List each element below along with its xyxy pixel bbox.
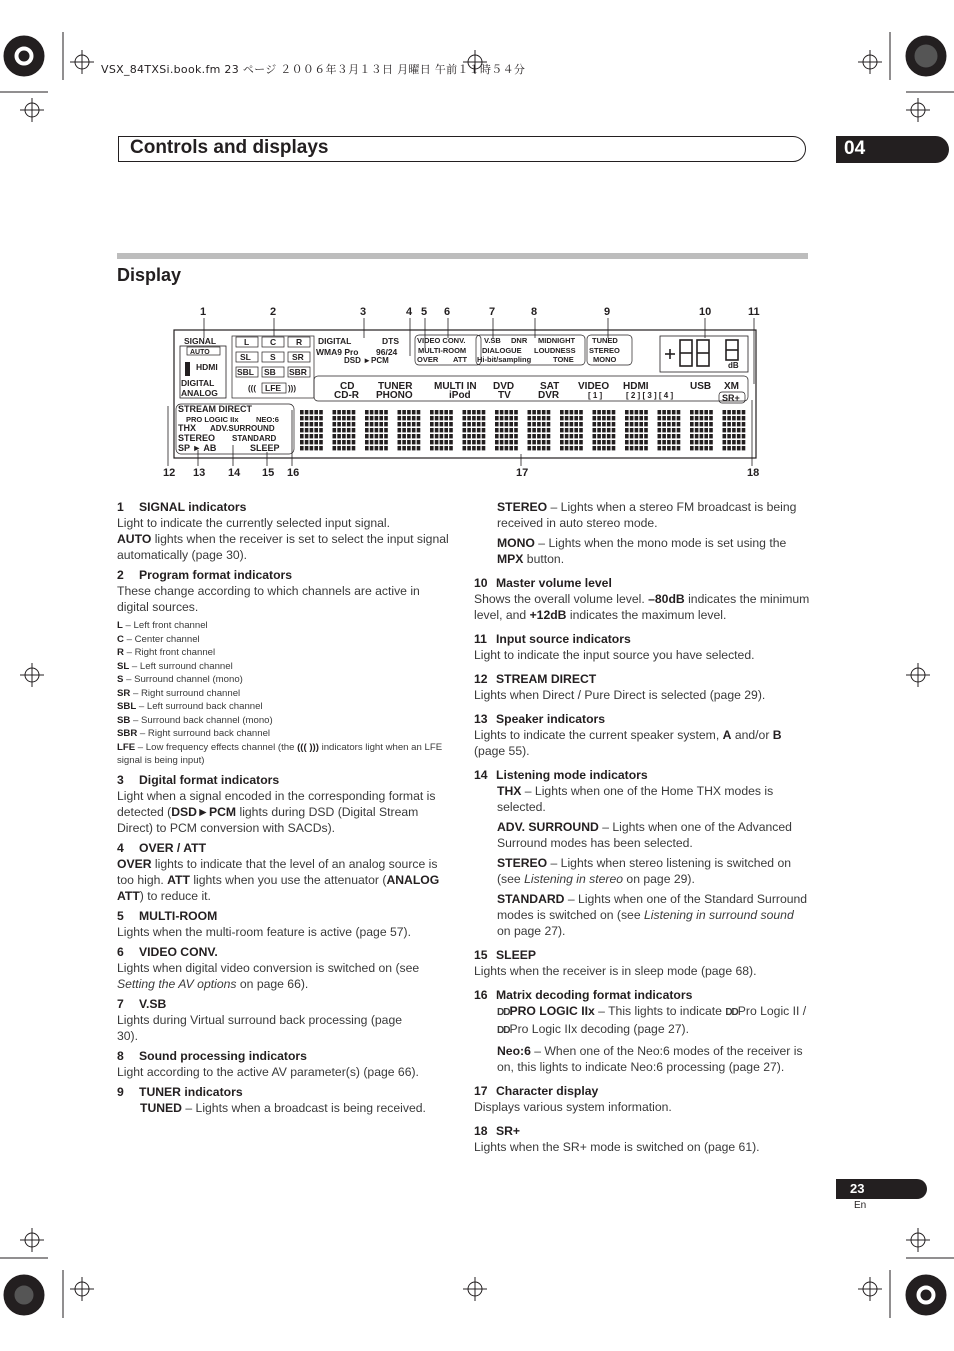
svg-text:SL: SL	[240, 352, 251, 362]
text-12: Lights when Direct / Pure Direct is selected (page 29).	[474, 688, 766, 702]
text-8: Light according to the active AV parameter(s) (page 66).	[117, 1064, 419, 1079]
svg-text:SAT: SAT	[540, 381, 560, 392]
text-neo: Neo:6 – When one of the Neo:6 modes of the receiver is on, this lights to indicate Neo:6 processing (page 27).	[497, 1044, 803, 1074]
svg-text:SP ► AB: SP ► AB	[178, 443, 217, 453]
char-cell	[658, 410, 681, 450]
page-number: 23	[836, 1179, 927, 1199]
svg-text:ANALOG: ANALOG	[181, 388, 218, 398]
callout-1: 1	[200, 306, 207, 318]
heading-6: 6 VIDEO CONV.	[117, 944, 218, 959]
svg-text:SB: SB	[264, 367, 276, 377]
callout-2: 2	[270, 306, 277, 318]
svg-text:THX: THX	[178, 423, 196, 433]
left-column	[117, 499, 453, 1116]
svg-text:XM: XM	[724, 381, 739, 392]
svg-text:MONO: MONO	[593, 355, 617, 364]
text-7: Lights during Virtual surround back processing (page 30).	[117, 1012, 402, 1043]
callout-10: 10	[699, 306, 712, 318]
text-9: TUNED – Lights when a broadcast is being received.	[140, 1100, 426, 1115]
svg-text:96/24: 96/24	[376, 347, 398, 357]
char-cell	[365, 410, 388, 450]
svg-text:STANDARD: STANDARD	[232, 434, 277, 443]
svg-text:S: S	[270, 352, 276, 362]
char-cell	[463, 410, 486, 450]
svg-text:SBR: SBR	[289, 367, 307, 377]
chapter-title: Controls and displays	[130, 137, 329, 158]
callout-4: 4	[406, 306, 413, 318]
callout-14: 14	[228, 467, 241, 479]
heading-3: 3 Digital format indicators	[117, 772, 280, 787]
chapter-number: 04	[836, 136, 949, 163]
svg-text:STEREO: STEREO	[589, 346, 620, 355]
heading-9: 9 TUNER indicators	[117, 1084, 243, 1099]
text-standard: STANDARD – Lights when one of the Standard Surround modes is switched on (see Listening in surround sound on page 27).	[497, 892, 808, 938]
heading-16: 16 Matrix decoding format indicators	[474, 988, 693, 1002]
text-17: Displays various system information.	[474, 1100, 672, 1114]
char-cell	[333, 410, 356, 450]
list-item: SR – Right surround channel	[117, 687, 241, 699]
list-item: SB – Surround back channel (mono)	[117, 714, 273, 726]
text-stereo: STEREO – Lights when a stereo FM broadcast is being received in auto stereo mode.	[497, 500, 797, 530]
svg-text:CD-R: CD-R	[334, 390, 359, 401]
svg-text:DIGITAL: DIGITAL	[318, 336, 352, 346]
text-18: Lights when the SR+ mode is switched on (page 61).	[474, 1140, 760, 1154]
text-15: Lights when the receiver is in sleep mode (page 68).	[474, 964, 757, 978]
svg-text:SIGNAL: SIGNAL	[184, 336, 217, 346]
callout-7: 7	[489, 306, 496, 318]
svg-text:VIDEO CONV.: VIDEO CONV.	[417, 336, 466, 345]
heading-11: 11 Input source indicators	[474, 632, 631, 646]
svg-text:[ 2 ] [ 3 ] [ 4 ]: [ 2 ] [ 3 ] [ 4 ]	[626, 391, 674, 400]
svg-text:L: L	[244, 337, 250, 347]
heading-18: 18 SR+	[474, 1124, 521, 1138]
text-6: Lights when digital video conversion is switched on (see Setting the AV options on page 66).	[117, 960, 420, 991]
char-cell	[398, 410, 421, 450]
list-item: SBR – Right surround back channel	[117, 728, 271, 739]
svg-text:OVER: OVER	[417, 355, 439, 364]
text-prologic: DDPRO LOGIC IIx – This lights to indicate DDPro Logic II / DDPro Logic IIx decoding (page 27).	[497, 1004, 807, 1036]
list-item: SBL – Left surround back channel	[117, 701, 263, 712]
svg-text:SBL: SBL	[237, 367, 254, 377]
text-mono: MONO – Lights when the mono mode is set using the MPX button.	[497, 536, 787, 566]
callout-18: 18	[747, 467, 760, 479]
text-5: Lights when the multi-room feature is active (page 57).	[117, 924, 411, 939]
svg-text:DIGITAL: DIGITAL	[181, 378, 215, 388]
svg-text:DVD: DVD	[493, 381, 515, 392]
list-item: R – Right front channel	[117, 647, 216, 658]
svg-text:CD: CD	[340, 381, 355, 392]
svg-text:USB: USB	[690, 381, 712, 392]
heading-7: 7 V.SB	[117, 996, 167, 1011]
svg-text:DNR: DNR	[511, 336, 528, 345]
text-4: OVER lights to indicate that the level of an analog source is too high. ATT lights when you use the attenuator (ANALOG ATT) to reduce it.	[117, 856, 440, 903]
section-title: Display	[117, 265, 182, 285]
svg-text:C: C	[270, 337, 277, 347]
svg-text:STREAM DIRECT: STREAM DIRECT	[178, 404, 252, 414]
svg-text:Hi-bit/sampling: Hi-bit/sampling	[477, 355, 532, 364]
svg-text:PHONO: PHONO	[376, 390, 413, 401]
char-cell	[593, 410, 616, 450]
right-column	[474, 499, 810, 1155]
page-language: En	[854, 1200, 867, 1211]
heading-10: 10 Master volume level	[474, 576, 612, 590]
svg-text:WMA9 Pro: WMA9 Pro	[316, 347, 359, 357]
text-13: Lights to indicate the current speaker system, A and/or B (page 55).	[474, 728, 782, 758]
svg-text:TUNED: TUNED	[592, 336, 618, 345]
callout-8: 8	[531, 306, 538, 318]
list-item: SL – Left surround channel	[117, 660, 233, 672]
callout-12: 12	[163, 467, 176, 479]
heading-13: 13 Speaker indicators	[474, 712, 606, 726]
list-item: S – Surround channel (mono)	[117, 674, 243, 685]
svg-text:LOUDNESS: LOUDNESS	[534, 346, 576, 355]
svg-text:DVR: DVR	[538, 390, 560, 401]
dolby-icon: DD	[497, 1007, 510, 1018]
text-adv: ADV. SURROUND – Lights when one of the Advanced Surround modes has been selected.	[497, 820, 792, 850]
heading-17: 17 Character display	[474, 1084, 599, 1098]
svg-text:HDMI: HDMI	[196, 362, 218, 372]
svg-text:R: R	[296, 337, 303, 347]
svg-text:STEREO: STEREO	[178, 433, 216, 443]
text-1: Light to indicate the currently selected input signal. AUTO lights when the receiver is set to select the input signal automatically (page 30).	[117, 516, 449, 562]
svg-text:V.SB: V.SB	[484, 336, 501, 345]
heading-15: 15 SLEEP	[474, 948, 536, 962]
callout-5: 5	[421, 306, 428, 318]
callout-3: 3	[360, 306, 367, 318]
callout-6: 6	[444, 306, 451, 318]
callout-16: 16	[287, 467, 300, 479]
svg-text:dB: dB	[728, 361, 739, 370]
heading-4: 4 OVER / ATT	[117, 840, 207, 855]
heading-5: 5 MULTI-ROOM	[117, 908, 218, 923]
list-item: C – Center channel	[117, 633, 200, 645]
char-cell	[300, 410, 323, 450]
svg-text:MULTI IN: MULTI IN	[434, 381, 477, 392]
list-item: L – Left front channel	[117, 620, 208, 631]
svg-text:TV: TV	[498, 390, 511, 401]
dolby-icon: DD	[497, 1025, 510, 1036]
svg-text:SR: SR	[292, 352, 304, 362]
svg-text:LFE: LFE	[265, 383, 282, 393]
svg-text:NEO:6: NEO:6	[256, 415, 279, 424]
svg-text:SR+: SR+	[722, 393, 740, 403]
callout-13: 13	[193, 467, 206, 479]
svg-text:MIDNIGHT: MIDNIGHT	[538, 336, 576, 345]
svg-text:ADV.SURROUND: ADV.SURROUND	[210, 424, 275, 433]
svg-text:DSD ►PCM: DSD ►PCM	[344, 356, 389, 365]
heading-1: 1 SIGNAL indicators	[117, 500, 247, 514]
char-cell	[625, 410, 648, 450]
text-stereo-mode: STEREO – Lights when stereo listening is switched on (see Listening in stereo on page 29).	[497, 856, 792, 886]
svg-text:[ 1 ]: [ 1 ]	[588, 391, 603, 400]
svg-text:iPod: iPod	[449, 390, 471, 401]
char-cell	[495, 410, 518, 450]
text-2: These change according to which channels are active in digital sources.	[117, 584, 420, 614]
svg-text:AUTO: AUTO	[190, 349, 210, 356]
callout-11: 11	[748, 306, 760, 318]
callout-15: 15	[262, 467, 275, 479]
display-diagram	[160, 300, 780, 482]
svg-text:TUNER: TUNER	[378, 381, 413, 392]
svg-text:HDMI: HDMI	[623, 381, 649, 392]
svg-text:PRO LOGIC IIx: PRO LOGIC IIx	[186, 415, 239, 424]
svg-text:TONE: TONE	[553, 355, 574, 364]
char-cell	[528, 410, 551, 450]
svg-text:VIDEO: VIDEO	[578, 381, 610, 392]
svg-text:SLEEP: SLEEP	[250, 443, 280, 453]
list-item: LFE – Low frequency effects channel (the ((( ))) indicators light when an LFE signal is being input)	[117, 741, 443, 766]
text-11: Light to indicate the input source you have selected.	[474, 648, 755, 662]
svg-text:DTS: DTS	[382, 336, 399, 346]
text-3: Light when a signal encoded in the corresponding format is detected (DSD►PCM lights during DSD (Digital Stream Direct) to PCM conversion with SACDs).	[117, 788, 436, 835]
svg-text:DIALOGUE: DIALOGUE	[482, 346, 522, 355]
char-cell	[560, 410, 583, 450]
dolby-icon: DD	[725, 1007, 738, 1018]
svg-text:))): )))	[288, 384, 296, 393]
text-10: Shows the overall volume level. –80dB indicates the minimum level, and +12dB indicates the maximum level.	[474, 592, 810, 622]
heading-2: 2 Program format indicators	[117, 568, 293, 582]
callout-9: 9	[604, 306, 611, 318]
svg-text:(((: (((	[248, 384, 256, 393]
char-cell	[430, 410, 453, 450]
char-cell	[723, 410, 746, 450]
text-thx: THX – Lights when one of the Home THX modes is selected.	[497, 784, 774, 814]
char-cell	[690, 410, 713, 450]
callout-17: 17	[516, 467, 529, 479]
heading-8: 8 Sound processing indicators	[117, 1048, 307, 1063]
svg-text:MULTI-ROOM: MULTI-ROOM	[418, 346, 467, 355]
heading-14: 14 Listening mode indicators	[474, 768, 648, 782]
file-header: VSX_84TXSi.book.fm 23 ページ ２００６年３月１３日 月曜日 午前１１時５４分	[101, 63, 526, 76]
section-rule	[117, 253, 808, 259]
heading-12: 12 STREAM DIRECT	[474, 672, 597, 686]
svg-text:ATT: ATT	[453, 355, 468, 364]
channel-list	[117, 619, 453, 768]
